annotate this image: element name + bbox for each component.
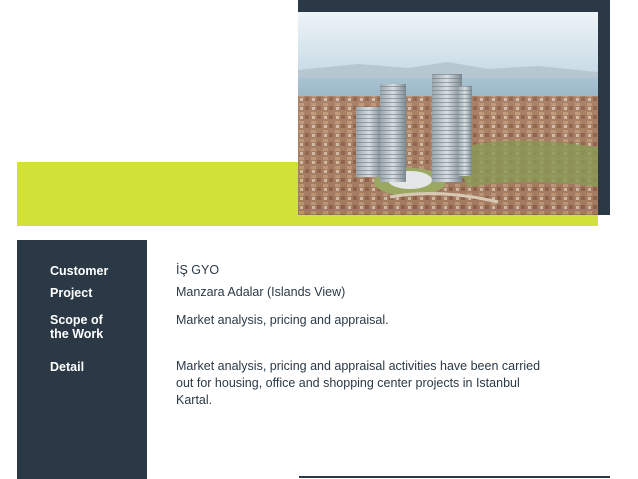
detail-value-line2: out for housing, office and shopping center projects in Istanbul <box>176 376 520 390</box>
project-value: Manzara Adalar (Islands View) <box>176 285 346 299</box>
project-label: Project <box>50 286 93 300</box>
scope-label-line1: Scope of <box>50 313 103 327</box>
detail-value-line3: Kartal. <box>176 393 213 407</box>
detail-value <box>176 358 616 409</box>
scope-label <box>50 313 140 341</box>
scope-value: Market analysis, pricing and appraisal. <box>176 313 389 327</box>
detail-value-line1: Market analysis, pricing and appraisal activities have been carried <box>176 359 541 373</box>
customer-label: Customer <box>50 264 109 278</box>
bottom-rule <box>299 476 610 478</box>
scope-label-line2: the Work <box>50 327 104 341</box>
customer-value: İŞ GYO <box>176 263 220 277</box>
detail-label: Detail <box>50 360 85 374</box>
project-photo <box>298 12 598 215</box>
